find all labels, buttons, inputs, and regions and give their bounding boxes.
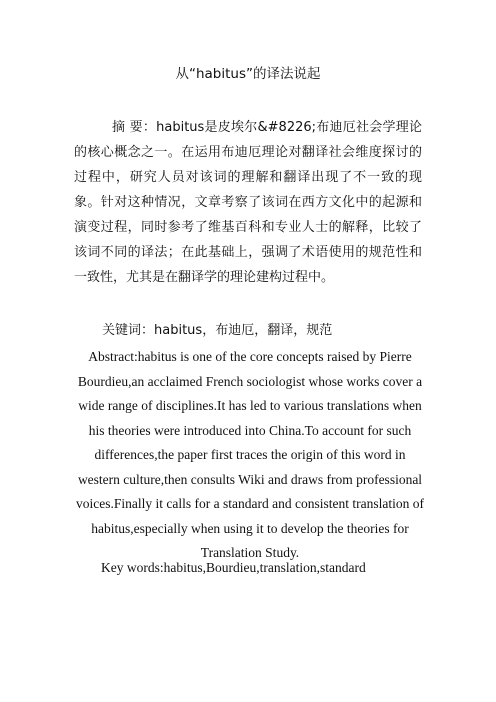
english-keywords-text: habitus,Bourdieu,translation,standard xyxy=(163,560,366,575)
chinese-abstract-label: 摘 要： xyxy=(112,120,157,135)
document-title: 从“habitus”的译法说起 xyxy=(175,66,321,82)
english-keywords xyxy=(101,556,431,580)
chinese-keywords-label: 关键词： xyxy=(102,323,155,338)
chinese-abstract-text: habitus是皮埃尔&#8226;布迪厄社会学理论的核心概念之一。在运用布迪厄理论对翻译社会维度探讨的过程中，研究人员对该词的理解和翻译出现了不一致的现象。针对这种情况，文章考察了该词在西方文化中的起源和演变过程，同时参考了维基百科和专业人士的解释，比较了该词不同的译法；在此基础上，强调了术语使用的规范性和一致性，尤其是在翻译学的理论建构过程中。 xyxy=(74,120,422,285)
chinese-abstract xyxy=(74,115,422,290)
english-keywords-label: Key words: xyxy=(101,560,164,575)
chinese-keywords-text: habitus，布迪厄，翻译，规范 xyxy=(154,323,333,338)
english-abstract-label: Abstract: xyxy=(88,349,138,364)
english-abstract xyxy=(74,345,426,566)
english-abstract-text: habitus is one of the core concepts raised by Pierre Bourdieu,an acclaimed French sociologist whose works cover a wide range of disciplines.It has led to various translations when his theories were introduced into China.To account for such differences,the paper first traces the origin of this word in western culture,then consults Wiki and draws from professional voices.Finally it calls for a standard and consistent translation of habitus,especially when using it to develop the theories for Translation Study. xyxy=(76,349,424,560)
chinese-keywords xyxy=(74,318,422,343)
